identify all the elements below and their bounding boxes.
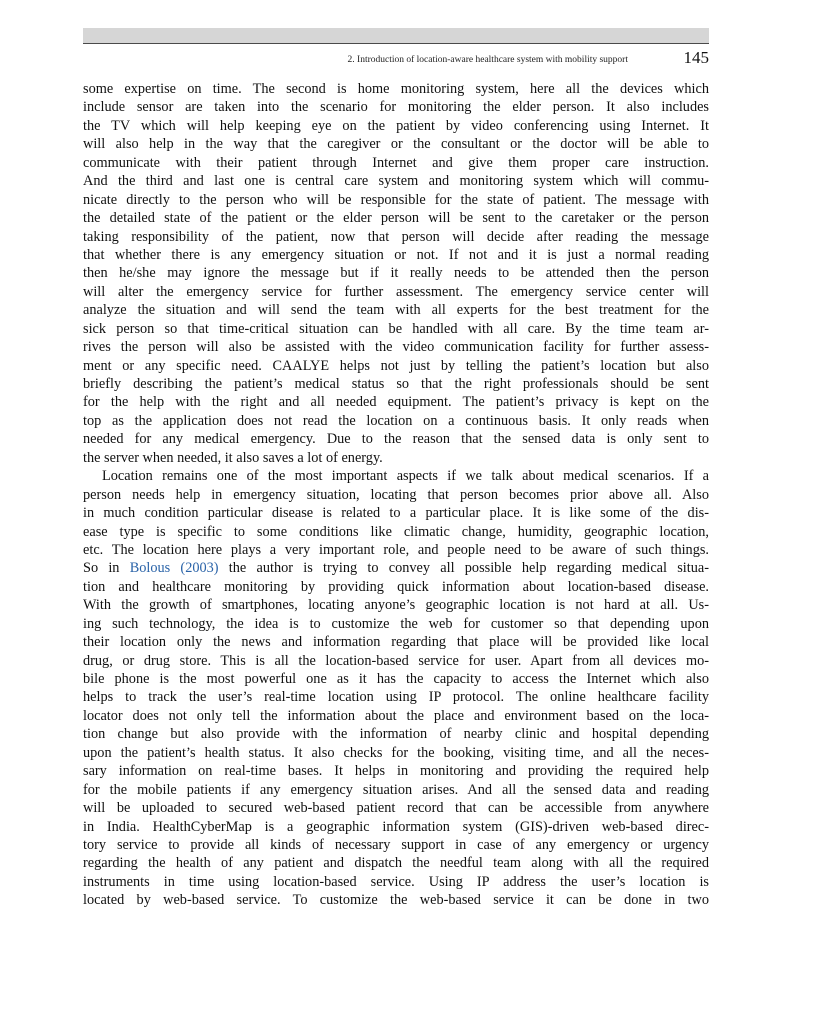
text-line: briefly describing the patient’s medical status so that the right professionals should be sent bbox=[83, 376, 709, 392]
text-line: tion and healthcare monitoring by providing quick information about location-based disease. bbox=[83, 578, 709, 595]
text-line: sick person so that time-critical situation can be handled with all care. By the time team ar- bbox=[83, 320, 709, 337]
text-line: upon the patient’s health status. It also checks for the booking, visiting time, and all the neces- bbox=[83, 744, 709, 761]
text-line: ease type is specific to some conditions like climatic change, humidity, geographic location, bbox=[83, 523, 709, 540]
paragraph-1 bbox=[83, 80, 709, 467]
running-head: 2. Introduction of location-aware healthcare system with mobility support bbox=[347, 55, 628, 65]
text-line: in India. HealthCyberMap is a geographic information system (GIS)-driven web-based direc- bbox=[83, 818, 709, 835]
text-line: the TV which will help keeping eye on the patient by video conferencing using Internet. It bbox=[83, 117, 709, 134]
text-line: needed for any medical emergency. Due to the reason that the sensed data is only sent to bbox=[83, 431, 709, 448]
text-line: sary information on real-time bases. It helps in monitoring and providing the required help bbox=[83, 763, 709, 780]
text-line: person needs help in emergency situation, locating that person becomes prior above all. Also bbox=[83, 486, 709, 503]
text-line: bile phone is the most powerful one as it has the capacity to access the Internet which also bbox=[83, 671, 709, 687]
text-line: located by web-based service. To customize the web-based service it can be done in two bbox=[83, 892, 709, 909]
paragraph-2 bbox=[83, 467, 709, 910]
text-line: And the third and last one is central care system and monitoring system which will commu- bbox=[83, 173, 709, 190]
text-line: will alter the emergency service for further assessment. The emergency service center will bbox=[83, 283, 709, 300]
text-line: will also help in the way that the caregiver or the consultant or the doctor will be able to bbox=[83, 136, 709, 153]
citation-link-bolous-2003[interactable]: Bolous (2003) bbox=[129, 560, 219, 577]
text-line: instruments in time using location-based service. Using IP address the user’s location is bbox=[83, 873, 709, 890]
text-line: locator does not only tell the information about the place and environment based on the loca- bbox=[83, 707, 709, 724]
text-line: analyze the situation and will send the team with all experts for the best treatment for the bbox=[83, 302, 709, 319]
text-line: their location only the news and information regarding that place will be provided like local bbox=[83, 634, 709, 651]
text-line: then he/she may ignore the message but if it really needs to be attended then the person bbox=[83, 265, 709, 282]
text-line: top as the application does not read the location on a continuous basis. It only reads when bbox=[83, 412, 709, 429]
text-line: in much condition particular disease is related to a particular place. It is like some of the dis- bbox=[83, 505, 709, 522]
text-line: Location remains one of the most important aspects if we talk about medical scenarios. If a bbox=[102, 468, 709, 485]
text-line: that whether there is any emergency situation or not. If not and it is just a normal reading bbox=[83, 246, 709, 263]
header-band bbox=[83, 28, 709, 44]
text-line: etc. The location here plays a very important role, and people need to be aware of such things. bbox=[83, 541, 709, 558]
text-line: communicate with their patient through Internet and give them proper care instruction. bbox=[83, 154, 709, 171]
text-line: helps to track the user’s real-time location using IP protocol. The online healthcare facility bbox=[83, 689, 709, 706]
text-line: rives the person will also be assisted with the video communication facility for further assess- bbox=[83, 339, 709, 356]
text-line: drug, or drug store. This is all the location-based service for user. Apart from all devices mo- bbox=[83, 652, 709, 669]
text-line: taking responsibility of the patient, now that person will decide after reading the message bbox=[83, 228, 709, 245]
text-line: for the help with the right and all needed equipment. The patient’s privacy is kept on the bbox=[83, 394, 709, 411]
text-fragment: So in bbox=[83, 560, 130, 577]
text-line: nicate directly to the person who will be responsible for the state of patient. The message with bbox=[83, 191, 709, 208]
page-number: 145 bbox=[683, 48, 709, 67]
text-line: the server when needed, it also saves a lot of energy. bbox=[83, 449, 383, 466]
text-line: the detailed state of the patient or the elder person will be sent to the caretaker or the person bbox=[83, 210, 709, 227]
text-line: some expertise on time. The second is home monitoring system, here all the devices which bbox=[83, 81, 709, 97]
text-line: tion change but also provide with the information of nearby clinic and hospital depending bbox=[83, 726, 709, 743]
text-line: ment or any specific need. CAALYE helps not just by telling the patient’s location but also bbox=[83, 357, 709, 374]
text-line: will be uploaded to secured web-based patient record that can be accessible from anywhere bbox=[83, 800, 709, 817]
text-line: for the mobile patients if any emergency situation arises. And all the sensed data and reading bbox=[83, 781, 709, 798]
text-line: ing such technology, the idea is to customize the web for customer so that depending upon bbox=[83, 615, 709, 632]
body-text bbox=[83, 80, 709, 910]
text-fragment: the author is trying to convey all possible help regarding medical situa- bbox=[218, 560, 709, 577]
text-line: include sensor are taken into the scenario for monitoring the elder person. It also includes bbox=[83, 99, 709, 116]
text-line-with-citation bbox=[83, 559, 709, 577]
text-line: With the growth of smartphones, locating anyone’s geographic location is not hard at all. Us- bbox=[83, 597, 709, 614]
text-line: regarding the health of any patient and dispatch the needful team along with all the required bbox=[83, 855, 709, 872]
text-line: tory service to provide all kinds of necessary support in case of any emergency or urgency bbox=[83, 836, 709, 853]
